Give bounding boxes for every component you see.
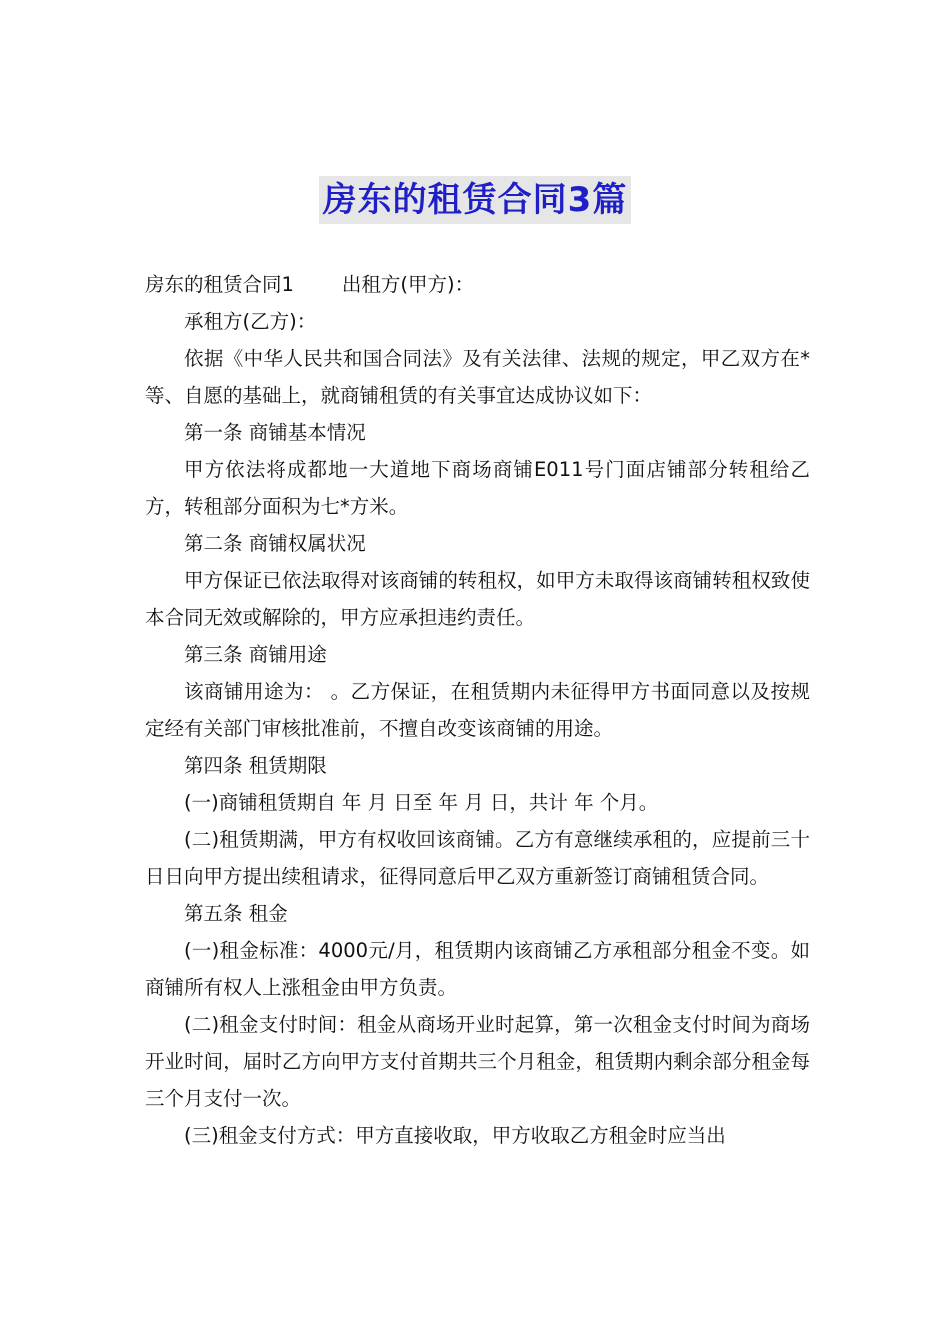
clause-heading-2: 第二条 商铺权属状况 (184, 532, 366, 555)
paragraph-lessee: 承租方(乙方)： (184, 310, 317, 333)
document-title: 房东的租赁合同3篇 (319, 176, 632, 224)
paragraph-preamble: 依据《中华人民共和国合同法》及有关法律、法规的规定，甲乙双方在*等、自愿的基础上，就商铺租赁的有关事宜达成协议如下： (145, 347, 810, 407)
clause-heading-5: 第五条 租金 (184, 902, 288, 925)
paragraph-clause-3: 该商铺用途为： 。乙方保证，在租赁期内未征得甲方书面同意以及按规定经有关部门审核批准前，不擅自改变该商铺的用途。 (145, 680, 810, 740)
contract-heading: 房东的租赁合同1 (145, 273, 294, 296)
paragraph-clause-4-1: (一)商铺租赁期自 年 月 日至 年 月 日，共计 年 个月。 (184, 791, 659, 814)
lessor-label: 出租方(甲方)： (341, 273, 475, 296)
paragraph-clause-4-2: (二)租赁期满，甲方有权收回该商铺。乙方有意继续承租的，应提前三十日日向甲方提出续租请求，征得同意后甲乙双方重新签订商铺租赁合同。 (145, 828, 810, 888)
paragraph-clause-5-2: (二)租金支付时间：租金从商场开业时起算，第一次租金支付时间为商场开业时间，届时乙方向甲方支付首期共三个月租金，租赁期内剩余部分租金每三个月支付一次。 (145, 1013, 810, 1110)
document-body (145, 266, 810, 1154)
paragraph-clause-1: 甲方依法将成都地一大道地下商场商铺E011号门面店铺部分转租给乙方，转租部分面积为七*方米。 (145, 458, 810, 518)
paragraph-clause-2: 甲方保证已依法取得对该商铺的转租权，如甲方未取得该商铺转租权致使本合同无效或解除的，甲方应承担违约责任。 (145, 569, 810, 629)
clause-heading-1: 第一条 商铺基本情况 (184, 421, 366, 444)
clause-heading-3: 第三条 商铺用途 (184, 643, 327, 666)
first-line (145, 266, 810, 303)
title-container (0, 176, 950, 224)
clause-heading-4: 第四条 租赁期限 (184, 754, 327, 777)
paragraph-clause-5-3: (三)租金支付方式：甲方直接收取，甲方收取乙方租金时应当出 (184, 1124, 726, 1147)
paragraph-clause-5-1: (一)租金标准：4000元/月，租赁期内该商铺乙方承租部分租金不变。如商铺所有权人上涨租金由甲方负责。 (145, 939, 810, 999)
